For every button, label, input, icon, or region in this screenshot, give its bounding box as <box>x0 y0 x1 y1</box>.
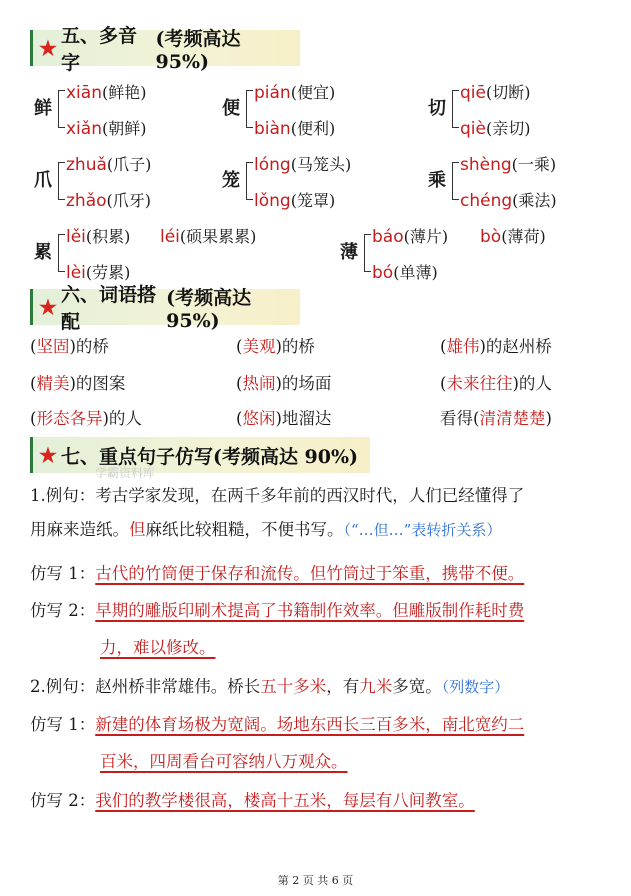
collocation-suffix: )的桥 <box>275 337 315 356</box>
pinyin: bò <box>480 227 502 247</box>
brace-icon <box>58 234 65 272</box>
collocation-item <box>30 405 142 429</box>
collocation-answer: 雄伟 <box>446 337 480 356</box>
polyphonic-reading <box>254 152 351 175</box>
polyphonic-char: 切 <box>428 98 446 119</box>
pinyin: bó <box>372 263 394 283</box>
collocation-item <box>30 333 109 357</box>
pinyin: zhuǎ <box>66 155 107 175</box>
example-word: (爪子) <box>106 155 152 174</box>
example2-number1: 五十多米 <box>260 677 327 696</box>
example2-line <box>30 673 509 697</box>
collocation-prefix: ( <box>236 337 243 356</box>
imitation-label: 仿写 1： <box>30 564 96 583</box>
example-word: (硕果累累) <box>179 227 257 246</box>
example-word: (积累) <box>85 227 131 246</box>
example2-number2: 九米 <box>359 677 393 696</box>
example-word: (一乘) <box>511 155 557 174</box>
example-word: (马笼头) <box>290 155 352 174</box>
collocation-item <box>440 370 552 394</box>
collocation-answer: 热闹 <box>242 374 276 393</box>
example-word: (鲜艳) <box>101 83 147 102</box>
collocation-suffix: )的桥 <box>69 337 109 356</box>
polyphonic-reading <box>460 80 530 103</box>
polyphonic-char: 便 <box>222 98 240 119</box>
polyphonic-reading <box>460 116 530 139</box>
star-icon: ★ <box>39 36 57 60</box>
collocation-prefix: ( <box>440 374 447 393</box>
example1-text-c: 麻纸比较粗糙，不便书写。 <box>145 520 344 539</box>
example2-imitation1-cont <box>100 748 348 772</box>
section6-header <box>30 284 300 333</box>
pinyin: zhǎo <box>66 191 107 211</box>
polyphonic-reading <box>66 188 151 211</box>
polyphonic-reading <box>160 224 256 247</box>
section7-title: 七、重点句子仿写 <box>60 445 213 468</box>
example-word: (乘法) <box>512 191 557 210</box>
collocation-prefix: 看得( <box>440 409 480 428</box>
imitation-text: 古代的竹筒便于保存和流传。但竹筒过于笨重，携带不便。 <box>95 564 525 583</box>
brace-icon <box>452 90 459 128</box>
example-word: (亲切) <box>485 119 531 138</box>
imitation-label: 仿写 2： <box>30 791 96 810</box>
collocation-item <box>440 333 552 357</box>
star-icon: ★ <box>39 443 57 467</box>
collocation-suffix: )的人 <box>102 409 142 428</box>
example-word: (朝鲜) <box>101 119 147 138</box>
example-word: (切断) <box>485 83 531 102</box>
example1-keyword: 但 <box>129 520 146 539</box>
brace-icon <box>364 234 371 272</box>
polyphonic-reading <box>480 224 546 247</box>
collocation-prefix: ( <box>236 409 243 428</box>
collocation-answer: 坚固 <box>36 337 70 356</box>
polyphonic-char: 累 <box>34 242 52 263</box>
polyphonic-reading <box>254 188 335 211</box>
imitation-text: 新建的体育场极为宽阔。场地东西长三百多米，南北宽约二 <box>95 715 525 734</box>
collocation-item <box>236 405 331 429</box>
page-footer: 第 2 页 共 6 页 <box>277 874 354 887</box>
collocation-answer: 悠闲 <box>242 409 276 428</box>
collocation-answer: 美观 <box>242 337 276 356</box>
example1-note: （“…但…”表转折关系） <box>343 521 502 539</box>
imitation-label: 仿写 1： <box>30 715 96 734</box>
imitation-text: 力，难以修改。 <box>100 638 216 657</box>
polyphonic-reading <box>372 260 438 283</box>
example2-note: （列数字） <box>441 678 510 696</box>
example-word: (便利) <box>290 119 336 138</box>
example-word: (便宜) <box>290 83 336 102</box>
pinyin: shèng <box>460 155 512 175</box>
pinyin: xiān <box>66 83 102 103</box>
imitation-text: 百米，四周看台可容纳八万观众。 <box>100 752 348 771</box>
example-word: (薄片) <box>403 227 449 246</box>
polyphonic-reading <box>66 116 146 139</box>
section6-title: 六、词语搭配 <box>60 284 156 333</box>
example1-line1: 1.例句：考古学家发现，在两千多年前的西汉时代，人们已经懂得了 <box>30 486 525 505</box>
example-word: (薄荷) <box>501 227 546 246</box>
collocation-item <box>440 405 552 429</box>
pinyin: biàn <box>254 119 291 139</box>
example1-text-a: 用麻来造纸。 <box>30 520 129 539</box>
section7-header <box>30 437 370 473</box>
section5-header <box>30 25 300 74</box>
pinyin: qiē <box>460 83 486 103</box>
example2-imitation2 <box>30 787 475 811</box>
pinyin: chéng <box>460 191 513 211</box>
polyphonic-char: 乘 <box>428 170 446 191</box>
imitation-text: 早期的雕版印刷术提高了书籍制作效率。但雕版制作耗时费 <box>95 601 525 620</box>
pinyin: lóng <box>254 155 291 175</box>
collocation-answer: 形态各异 <box>36 409 103 428</box>
collocation-item <box>236 333 315 357</box>
example2-text-a: 2.例句：赵州桥非常雄伟。桥长 <box>30 677 261 696</box>
collocation-suffix: )地溜达 <box>275 409 332 428</box>
collocation-answer: 精美 <box>36 374 70 393</box>
collocation-item <box>236 370 331 394</box>
example-word: (笼罩) <box>290 191 336 210</box>
example-word: (单薄) <box>393 263 438 282</box>
example2-imitation1 <box>30 711 524 735</box>
polyphonic-char: 爪 <box>34 170 52 191</box>
polyphonic-reading <box>460 152 556 175</box>
example1-imitation2-cont <box>100 634 216 658</box>
section5-freq: (考频高达 95%) <box>155 27 241 73</box>
imitation-label: 仿写 2： <box>30 601 96 620</box>
brace-icon <box>58 90 65 128</box>
polyphonic-reading <box>372 224 448 247</box>
polyphonic-reading <box>66 152 151 175</box>
example1-imitation2 <box>30 597 524 621</box>
collocation-prefix: ( <box>30 409 37 428</box>
example-word: (爪牙) <box>106 191 152 210</box>
collocation-prefix: ( <box>30 337 37 356</box>
collocation-suffix: )的人 <box>512 374 552 393</box>
example-word: (劳累) <box>85 263 131 282</box>
collocation-suffix: )的图案 <box>69 374 126 393</box>
star-icon: ★ <box>39 295 57 319</box>
polyphonic-reading <box>66 80 146 103</box>
example1-imitation1 <box>30 560 524 584</box>
polyphonic-reading <box>254 116 335 139</box>
collocation-suffix: )的场面 <box>275 374 332 393</box>
pinyin: lǒng <box>254 191 291 211</box>
section6-freq: (考频高达 95%) <box>166 286 252 332</box>
collocation-item <box>30 370 125 394</box>
collocation-suffix: ) <box>545 409 552 428</box>
polyphonic-reading <box>66 224 130 247</box>
brace-icon <box>58 162 65 200</box>
watermark: 学霸资料库 <box>95 466 156 480</box>
polyphonic-char: 笼 <box>222 170 240 191</box>
collocation-prefix: ( <box>236 374 243 393</box>
example2-text-c: 多宽。 <box>392 677 442 696</box>
polyphonic-char: 薄 <box>340 242 358 263</box>
brace-icon <box>452 162 459 200</box>
collocation-prefix: ( <box>30 374 37 393</box>
polyphonic-reading <box>460 188 557 211</box>
pinyin: qiè <box>460 119 486 139</box>
example2-text-b: ，有 <box>326 677 360 696</box>
collocation-answer: 清清楚楚 <box>479 409 546 428</box>
collocation-prefix: ( <box>440 337 447 356</box>
brace-icon <box>246 162 253 200</box>
collocation-suffix: )的赵州桥 <box>479 337 552 356</box>
section7-freq: (考频高达 90%) <box>212 445 359 468</box>
pinyin: xiǎn <box>66 119 102 139</box>
pinyin: lèi <box>66 263 86 283</box>
pinyin: léi <box>160 227 180 247</box>
brace-icon <box>246 90 253 128</box>
polyphonic-reading <box>254 80 335 103</box>
imitation-text: 我们的教学楼很高，楼高十五米，每层有八间教室。 <box>95 791 475 810</box>
section5-title: 五、多音字 <box>60 25 137 74</box>
collocation-answer: 未来往往 <box>446 374 513 393</box>
pinyin: lěi <box>66 227 86 247</box>
pinyin: báo <box>372 227 404 247</box>
example1-line2 <box>30 516 501 540</box>
polyphonic-char: 鲜 <box>34 98 52 119</box>
pinyin: pián <box>254 83 291 103</box>
